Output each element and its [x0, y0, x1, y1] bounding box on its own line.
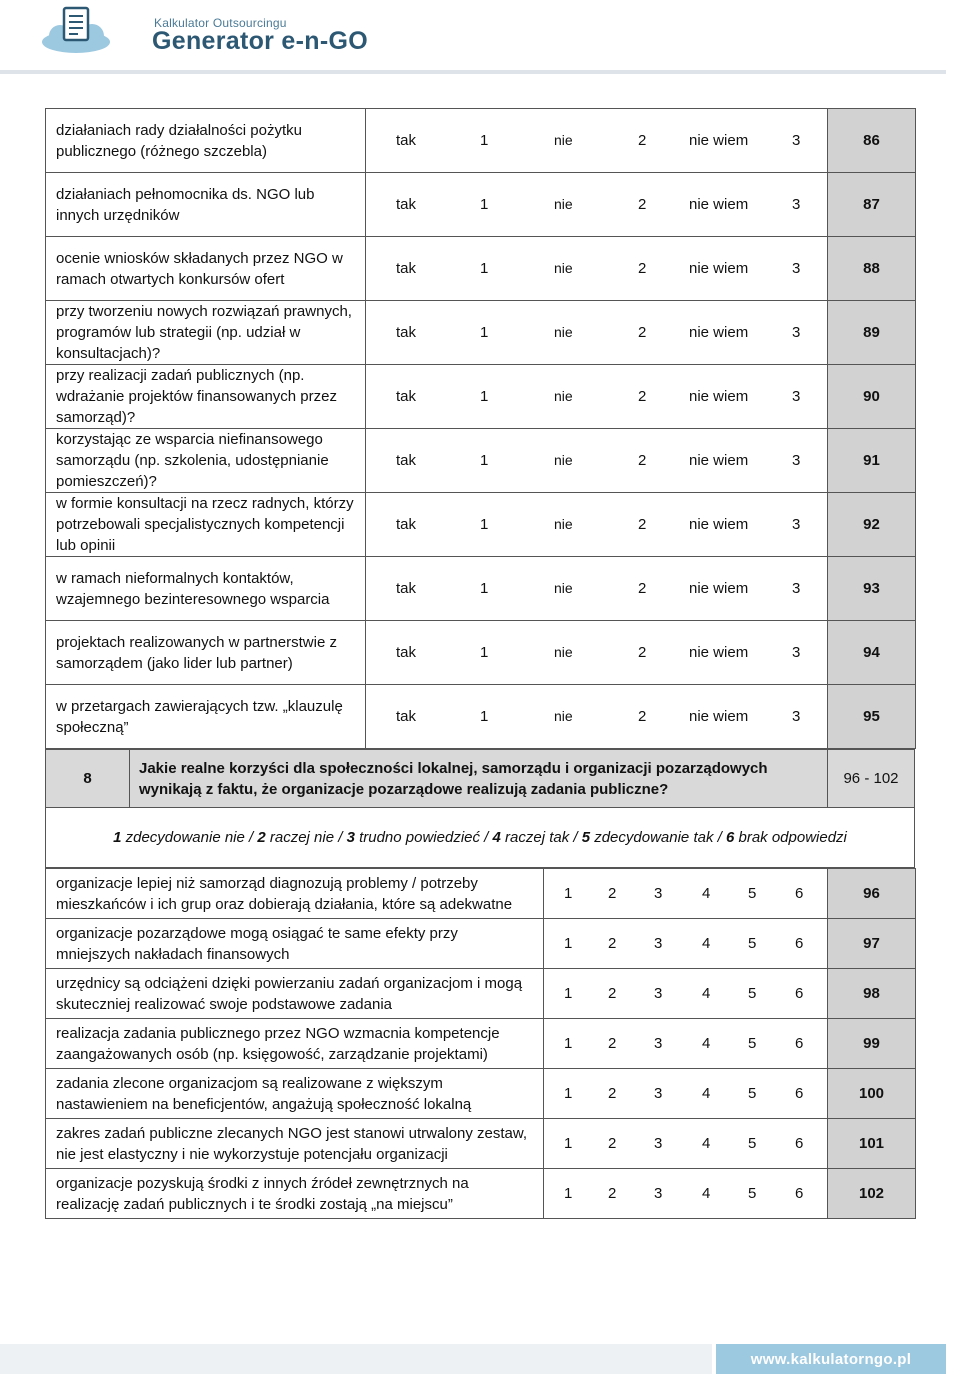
answer-option-code[interactable]: 1: [480, 132, 489, 149]
scale-option[interactable]: 1: [564, 1135, 573, 1152]
question-code: 89: [828, 301, 916, 365]
row-label: realizacja zadania publicznego przez NGO wzmacnia kompetencje zaangażowanych osób (np. księgowość, zarządzanie projektami): [46, 1019, 544, 1069]
answer-option-label[interactable]: nie wiem: [689, 580, 749, 597]
benefits-table: [45, 868, 916, 1219]
row-label: organizacje pozarządowe mogą osiągać te same efekty przy mniejszych nakładach finansowych: [46, 919, 544, 969]
answer-options: [366, 621, 828, 685]
answer-option-code[interactable]: 3: [792, 388, 801, 405]
scale-number: 2: [257, 829, 266, 846]
answer-option-code[interactable]: 2: [638, 708, 647, 725]
answer-option-code[interactable]: 2: [638, 324, 647, 341]
answer-option-label[interactable]: nie: [554, 708, 573, 724]
scale-option[interactable]: 3: [654, 1185, 663, 1202]
scale-option[interactable]: 3: [654, 985, 663, 1002]
answer-option-label[interactable]: nie: [554, 260, 573, 276]
table-row: [46, 493, 916, 557]
answer-option-label[interactable]: nie: [554, 516, 573, 532]
footer-website-link[interactable]: www.kalkulatorngo.pl: [716, 1344, 946, 1374]
answer-option-label[interactable]: nie wiem: [689, 452, 749, 469]
scale-option[interactable]: 5: [748, 1135, 757, 1152]
scale-number: 3: [346, 829, 355, 846]
answer-options: [366, 173, 828, 237]
answer-option-label[interactable]: nie: [554, 580, 573, 596]
scale-options: [544, 1119, 828, 1169]
scale-options: [544, 969, 828, 1019]
answer-options: [366, 109, 828, 173]
table-row: [46, 685, 916, 749]
scale-option[interactable]: 2: [608, 985, 617, 1002]
scale-option[interactable]: 5: [748, 1035, 757, 1052]
scale-option[interactable]: 6: [795, 1085, 804, 1102]
scale-option[interactable]: 6: [795, 1185, 804, 1202]
answer-option-label[interactable]: nie wiem: [689, 132, 749, 149]
scale-option[interactable]: 1: [564, 985, 573, 1002]
answer-options: [366, 493, 828, 557]
scale-option[interactable]: 2: [608, 1185, 617, 1202]
table-row: [46, 1069, 916, 1119]
row-label: działaniach pełnomocnika ds. NGO lub innych urzędników: [46, 173, 366, 237]
scale-option[interactable]: 4: [702, 885, 711, 902]
scale-label: brak odpowiedzi: [734, 829, 847, 846]
answer-options: [366, 429, 828, 493]
answer-option-code[interactable]: 3: [792, 260, 801, 277]
row-label: w ramach nieformalnych kontaktów, wzajemnego bezinteresownego wsparcia: [46, 557, 366, 621]
answer-option-code[interactable]: 2: [638, 388, 647, 405]
scale-option[interactable]: 6: [795, 1135, 804, 1152]
scale-label: raczej tak /: [500, 829, 582, 846]
answer-options: [366, 365, 828, 429]
answer-option-code[interactable]: 2: [638, 580, 647, 597]
row-label: ocenie wniosków składanych przez NGO w ramach otwartych konkursów ofert: [46, 237, 366, 301]
row-label: działaniach rady działalności pożytku publicznego (różnego szczebla): [46, 109, 366, 173]
scale-label: raczej nie /: [265, 829, 347, 846]
logo[interactable]: [40, 6, 368, 55]
scale-option[interactable]: 2: [608, 935, 617, 952]
scale-options: [544, 869, 828, 919]
question-code: 91: [828, 429, 916, 493]
question-code: 98: [828, 969, 916, 1019]
row-label: organizacje pozyskują środki z innych źródeł zewnętrznych na realizację zadań publicznych i te środki zostają „na miejscu”: [46, 1169, 544, 1219]
answer-option-code[interactable]: 3: [792, 516, 801, 533]
table-row: [46, 1169, 916, 1219]
answer-options: [366, 301, 828, 365]
question-code: 94: [828, 621, 916, 685]
scale-option[interactable]: 4: [702, 935, 711, 952]
scale-label: zdecydowanie nie /: [121, 829, 258, 846]
scale-number: 4: [492, 829, 501, 846]
table-row: [46, 969, 916, 1019]
scale-option[interactable]: 6: [795, 985, 804, 1002]
answer-option-code[interactable]: 3: [792, 580, 801, 597]
footer-bar: [0, 1344, 712, 1374]
scale-option[interactable]: 4: [702, 985, 711, 1002]
question-code: 96: [828, 869, 916, 919]
row-label: w przetargach zawierających tzw. „klauzulę społeczną”: [46, 685, 366, 749]
scale-option[interactable]: 5: [748, 985, 757, 1002]
answer-option-code[interactable]: 1: [480, 388, 489, 405]
scale-option[interactable]: 2: [608, 1135, 617, 1152]
scale-number: 6: [725, 829, 735, 846]
question-code: 102: [828, 1169, 916, 1219]
scale-option[interactable]: 6: [795, 935, 804, 952]
answer-option-label[interactable]: tak: [396, 644, 417, 661]
question-code: 101: [828, 1119, 916, 1169]
logo-title: Generator e-n-GO: [152, 27, 368, 55]
row-label: urzędnicy są odciążeni dzięki powierzaniu zadań organizacjom i mogą skuteczniej realizować swoje podstawowe zadania: [46, 969, 544, 1019]
scale-number: 1: [113, 829, 122, 846]
answer-option-code[interactable]: 1: [480, 452, 489, 469]
answer-option-label[interactable]: tak: [396, 260, 417, 277]
answer-option-label[interactable]: tak: [396, 388, 417, 405]
question-code: 93: [828, 557, 916, 621]
row-label: korzystając ze wsparcia niefinansowego samorządu (np. szkolenia, udostępnianie pomieszczeń)?: [46, 429, 366, 493]
scale-options: [544, 1069, 828, 1119]
scale-option[interactable]: 4: [702, 1185, 711, 1202]
question-code: 92: [828, 493, 916, 557]
question-text: Jakie realne korzyści dla społeczności lokalnej, samorządu i organizacji pozarządowych wynikają z faktu, że organizacje pozarządowe realizują zadania publiczne?: [130, 750, 828, 807]
table-row: [46, 557, 916, 621]
scale-option[interactable]: 2: [608, 1085, 617, 1102]
scale-label: trudno powiedzieć /: [354, 829, 493, 846]
question-code: 99: [828, 1019, 916, 1069]
answer-option-label[interactable]: tak: [396, 196, 417, 213]
scale-option[interactable]: 1: [564, 1035, 573, 1052]
question-code: 86: [828, 109, 916, 173]
answer-option-label[interactable]: nie wiem: [689, 260, 749, 277]
scale-option[interactable]: 3: [654, 935, 663, 952]
answer-option-label[interactable]: tak: [396, 516, 417, 533]
answer-option-code[interactable]: 1: [480, 580, 489, 597]
row-label: projektach realizowanych w partnerstwie z samorządem (jako lider lub partner): [46, 621, 366, 685]
question-code: 87: [828, 173, 916, 237]
scale-option[interactable]: 1: [564, 1185, 573, 1202]
answer-options: [366, 237, 828, 301]
question-code-range: 96 - 102: [843, 770, 899, 787]
scale-option[interactable]: 2: [608, 1035, 617, 1052]
answer-option-code[interactable]: 3: [792, 708, 801, 725]
answer-option-code[interactable]: 1: [480, 644, 489, 661]
table-row: [46, 301, 916, 365]
row-label: przy realizacji zadań publicznych (np. wdrażanie projektów finansowanych przez samorząd)?: [46, 365, 366, 429]
answer-option-label[interactable]: tak: [396, 132, 417, 149]
answer-option-code[interactable]: 2: [638, 644, 647, 661]
page-header: [0, 0, 960, 76]
answer-option-code[interactable]: 1: [480, 516, 489, 533]
answer-option-label[interactable]: nie wiem: [689, 708, 749, 725]
answer-options: [366, 685, 828, 749]
scale-option[interactable]: 4: [702, 1035, 711, 1052]
scale-option[interactable]: 1: [564, 1085, 573, 1102]
scale-option[interactable]: 3: [654, 1135, 663, 1152]
row-label: przy tworzeniu nowych rozwiązań prawnych, programów lub strategii (np. udział w konsultacjach)?: [46, 301, 366, 365]
section-8-header: [45, 749, 915, 808]
answer-option-label[interactable]: tak: [396, 708, 417, 725]
table-row: [46, 869, 916, 919]
header-divider: [0, 70, 946, 74]
question-code: 88: [828, 237, 916, 301]
answer-option-label[interactable]: nie wiem: [689, 388, 749, 405]
answer-option-code[interactable]: 3: [792, 452, 801, 469]
answer-option-code[interactable]: 1: [480, 196, 489, 213]
scale-option[interactable]: 3: [654, 1085, 663, 1102]
answer-option-code[interactable]: 2: [638, 452, 647, 469]
answer-option-label[interactable]: nie: [554, 388, 573, 404]
answer-option-label[interactable]: tak: [396, 324, 417, 341]
table-row: [46, 365, 916, 429]
scale-option[interactable]: 1: [564, 885, 573, 902]
table-row: [46, 1019, 916, 1069]
answer-options: [366, 557, 828, 621]
document-cloud-icon: [40, 6, 112, 54]
scale-number: 5: [581, 829, 591, 846]
table-row: [46, 621, 916, 685]
scale-option[interactable]: 3: [654, 1035, 663, 1052]
answer-option-label[interactable]: tak: [396, 452, 417, 469]
answer-option-code[interactable]: 2: [638, 260, 647, 277]
answer-option-label[interactable]: nie wiem: [689, 644, 749, 661]
scale-option[interactable]: 4: [702, 1085, 711, 1102]
answer-option-code[interactable]: 1: [480, 708, 489, 725]
scale-option[interactable]: 5: [748, 935, 757, 952]
answer-option-code[interactable]: 2: [638, 516, 647, 533]
scale-option[interactable]: 2: [608, 885, 617, 902]
answer-option-label[interactable]: tak: [396, 580, 417, 597]
scale-option[interactable]: 4: [702, 1135, 711, 1152]
row-label: zadania zlecone organizacjom są realizowane z większym nastawieniem na beneficjentów, angażują społeczność lokalną: [46, 1069, 544, 1119]
answer-option-code[interactable]: 3: [792, 644, 801, 661]
row-label: zakres zadań publiczne zlecanych NGO jest stanowi utrwalony zestaw, nie jest elastyczny i nie wykorzystuje potencjału organizacji: [46, 1119, 544, 1169]
scale-options: [544, 919, 828, 969]
answer-option-code[interactable]: 2: [638, 132, 647, 149]
row-label: organizacje lepiej niż samorząd diagnozują problemy / potrzeby mieszkańców i ich grup oraz dobierają działania, które są adekwatne: [46, 869, 544, 919]
scale-options: [544, 1169, 828, 1219]
logo-subtitle: Kalkulator Outsourcingu: [154, 16, 287, 30]
answer-scale-legend: [45, 808, 915, 868]
answer-option-label[interactable]: nie wiem: [689, 324, 749, 341]
table-row: [46, 109, 916, 173]
table-row: [46, 173, 916, 237]
scale-option[interactable]: 3: [654, 885, 663, 902]
scale-option[interactable]: 6: [795, 885, 804, 902]
answer-option-label[interactable]: nie: [554, 324, 573, 340]
answer-option-label[interactable]: nie: [554, 132, 573, 148]
scale-label: zdecydowanie tak /: [590, 829, 726, 846]
answer-option-code[interactable]: 2: [638, 196, 647, 213]
question-code: 97: [828, 919, 916, 969]
answer-option-label[interactable]: nie: [554, 644, 573, 660]
row-label: w formie konsultacji na rzecz radnych, którzy potrzebowali specjalistycznych kompetencji lub opinii: [46, 493, 366, 557]
answer-option-code[interactable]: 1: [480, 324, 489, 341]
participation-table: [45, 108, 916, 749]
answer-option-code[interactable]: 1: [480, 260, 489, 277]
answer-option-label[interactable]: nie: [554, 196, 573, 212]
scale-option[interactable]: 6: [795, 1035, 804, 1052]
scale-option[interactable]: 5: [748, 1085, 757, 1102]
question-code: 90: [828, 365, 916, 429]
question-code: 100: [828, 1069, 916, 1119]
answer-option-label[interactable]: nie wiem: [689, 196, 749, 213]
answer-option-label[interactable]: nie: [554, 452, 573, 468]
question-code: 95: [828, 685, 916, 749]
answer-option-label[interactable]: nie wiem: [689, 516, 749, 533]
answer-option-code[interactable]: 3: [792, 324, 801, 341]
scale-option[interactable]: 5: [748, 885, 757, 902]
answer-option-code[interactable]: 3: [792, 196, 801, 213]
question-number: 8: [46, 750, 130, 807]
table-row: [46, 429, 916, 493]
table-row: [46, 237, 916, 301]
scale-options: [544, 1019, 828, 1069]
scale-option[interactable]: 1: [564, 935, 573, 952]
table-row: [46, 1119, 916, 1169]
scale-option[interactable]: 5: [748, 1185, 757, 1202]
table-row: [46, 919, 916, 969]
answer-option-code[interactable]: 3: [792, 132, 801, 149]
